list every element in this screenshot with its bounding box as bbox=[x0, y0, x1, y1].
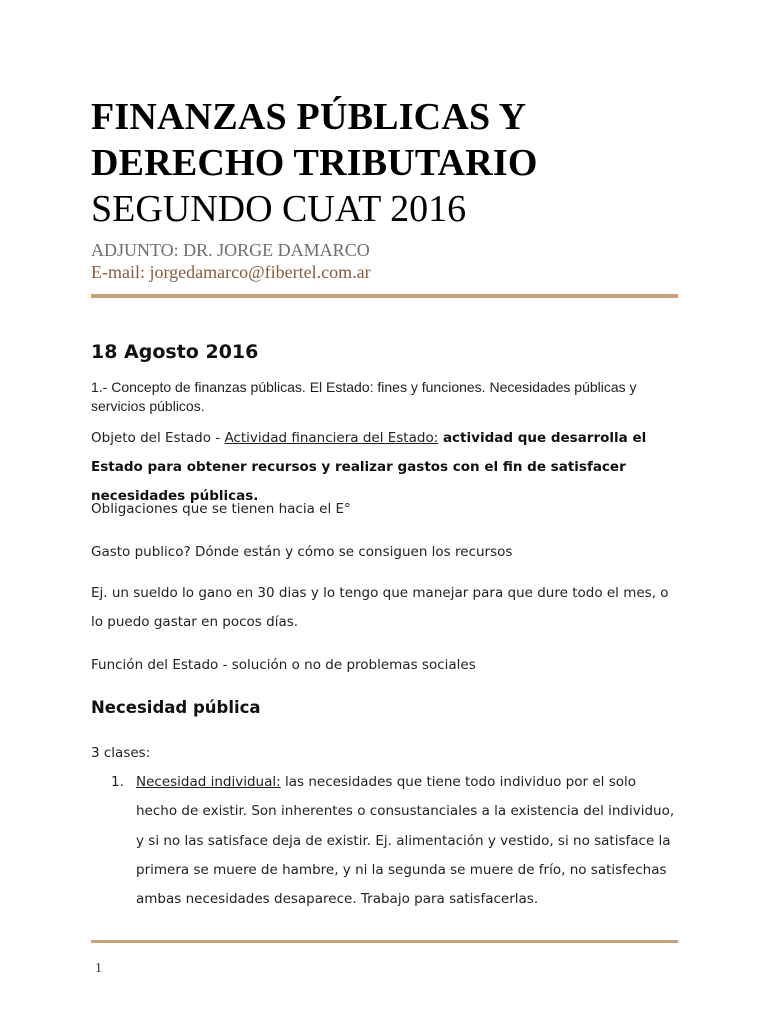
bold-definition: actividad que desarrolla el Estado para obtener recursos y realizar gastos con el fin de satisfacer necesidades públicas. bbox=[91, 430, 647, 504]
page-number: 1 bbox=[95, 961, 102, 976]
paragraph-gasto-publico: Gasto publico? Dónde están y cómo se consiguen los recursos bbox=[91, 544, 513, 560]
subtitle: SEGUNDO CUAT 2016 bbox=[91, 188, 467, 230]
title-line-1: FINANZAS PÚBLICAS Y bbox=[91, 96, 527, 138]
section-heading: Necesidad pública bbox=[91, 698, 261, 717]
list-item-number: 1. bbox=[111, 774, 124, 790]
document-title-block bbox=[91, 94, 538, 232]
paragraph-obligaciones: Obligaciones que se tienen hacia el E° bbox=[91, 501, 351, 517]
paragraph-prefix: Objeto del Estado - bbox=[91, 430, 225, 446]
footer-divider bbox=[91, 940, 678, 943]
author-block bbox=[91, 239, 371, 283]
header-divider bbox=[91, 294, 678, 298]
list-item bbox=[111, 768, 679, 914]
email-line: E-mail: jorgedamarco@fibertel.com.ar bbox=[91, 262, 371, 282]
topic-line: 1.- Concepto de finanzas públicas. El Estado: fines y funciones. Necesidades públicas y servicios públicos. bbox=[91, 379, 637, 414]
title-line-2: DERECHO TRIBUTARIO bbox=[91, 142, 538, 184]
adjunto-line: ADJUNTO: DR. JORGE DAMARCO bbox=[91, 240, 370, 260]
paragraph-ejemplo-sueldo: Ej. un sueldo lo gano en 30 dias y lo tengo que manejar para que dure todo el mes, o lo puedo gastar en pocos días. bbox=[91, 585, 669, 630]
underlined-term: Actividad financiera del Estado: bbox=[224, 430, 439, 446]
list-item-body bbox=[136, 768, 679, 914]
ordered-list bbox=[111, 768, 679, 914]
list-item-text: las necesidades que tiene todo individuo por el solo hecho de existir. Son inherentes o consustanciales a la existencia del individuo, y si no las satisface deja de existir. Ej. alimentación y vestido, si no satisface la primera se muere de hambre, y ni la segunda se muere de frío, no satisfechas ambas necesidades desaparece. Trabajo para satisfacerlas. bbox=[136, 774, 675, 908]
paragraph-funcion-estado: Función del Estado - solución o no de problemas sociales bbox=[91, 657, 476, 673]
list-item-term: Necesidad individual: bbox=[136, 774, 281, 790]
date-heading: 18 Agosto 2016 bbox=[91, 341, 259, 363]
paragraph-clases: 3 clases: bbox=[91, 745, 151, 761]
